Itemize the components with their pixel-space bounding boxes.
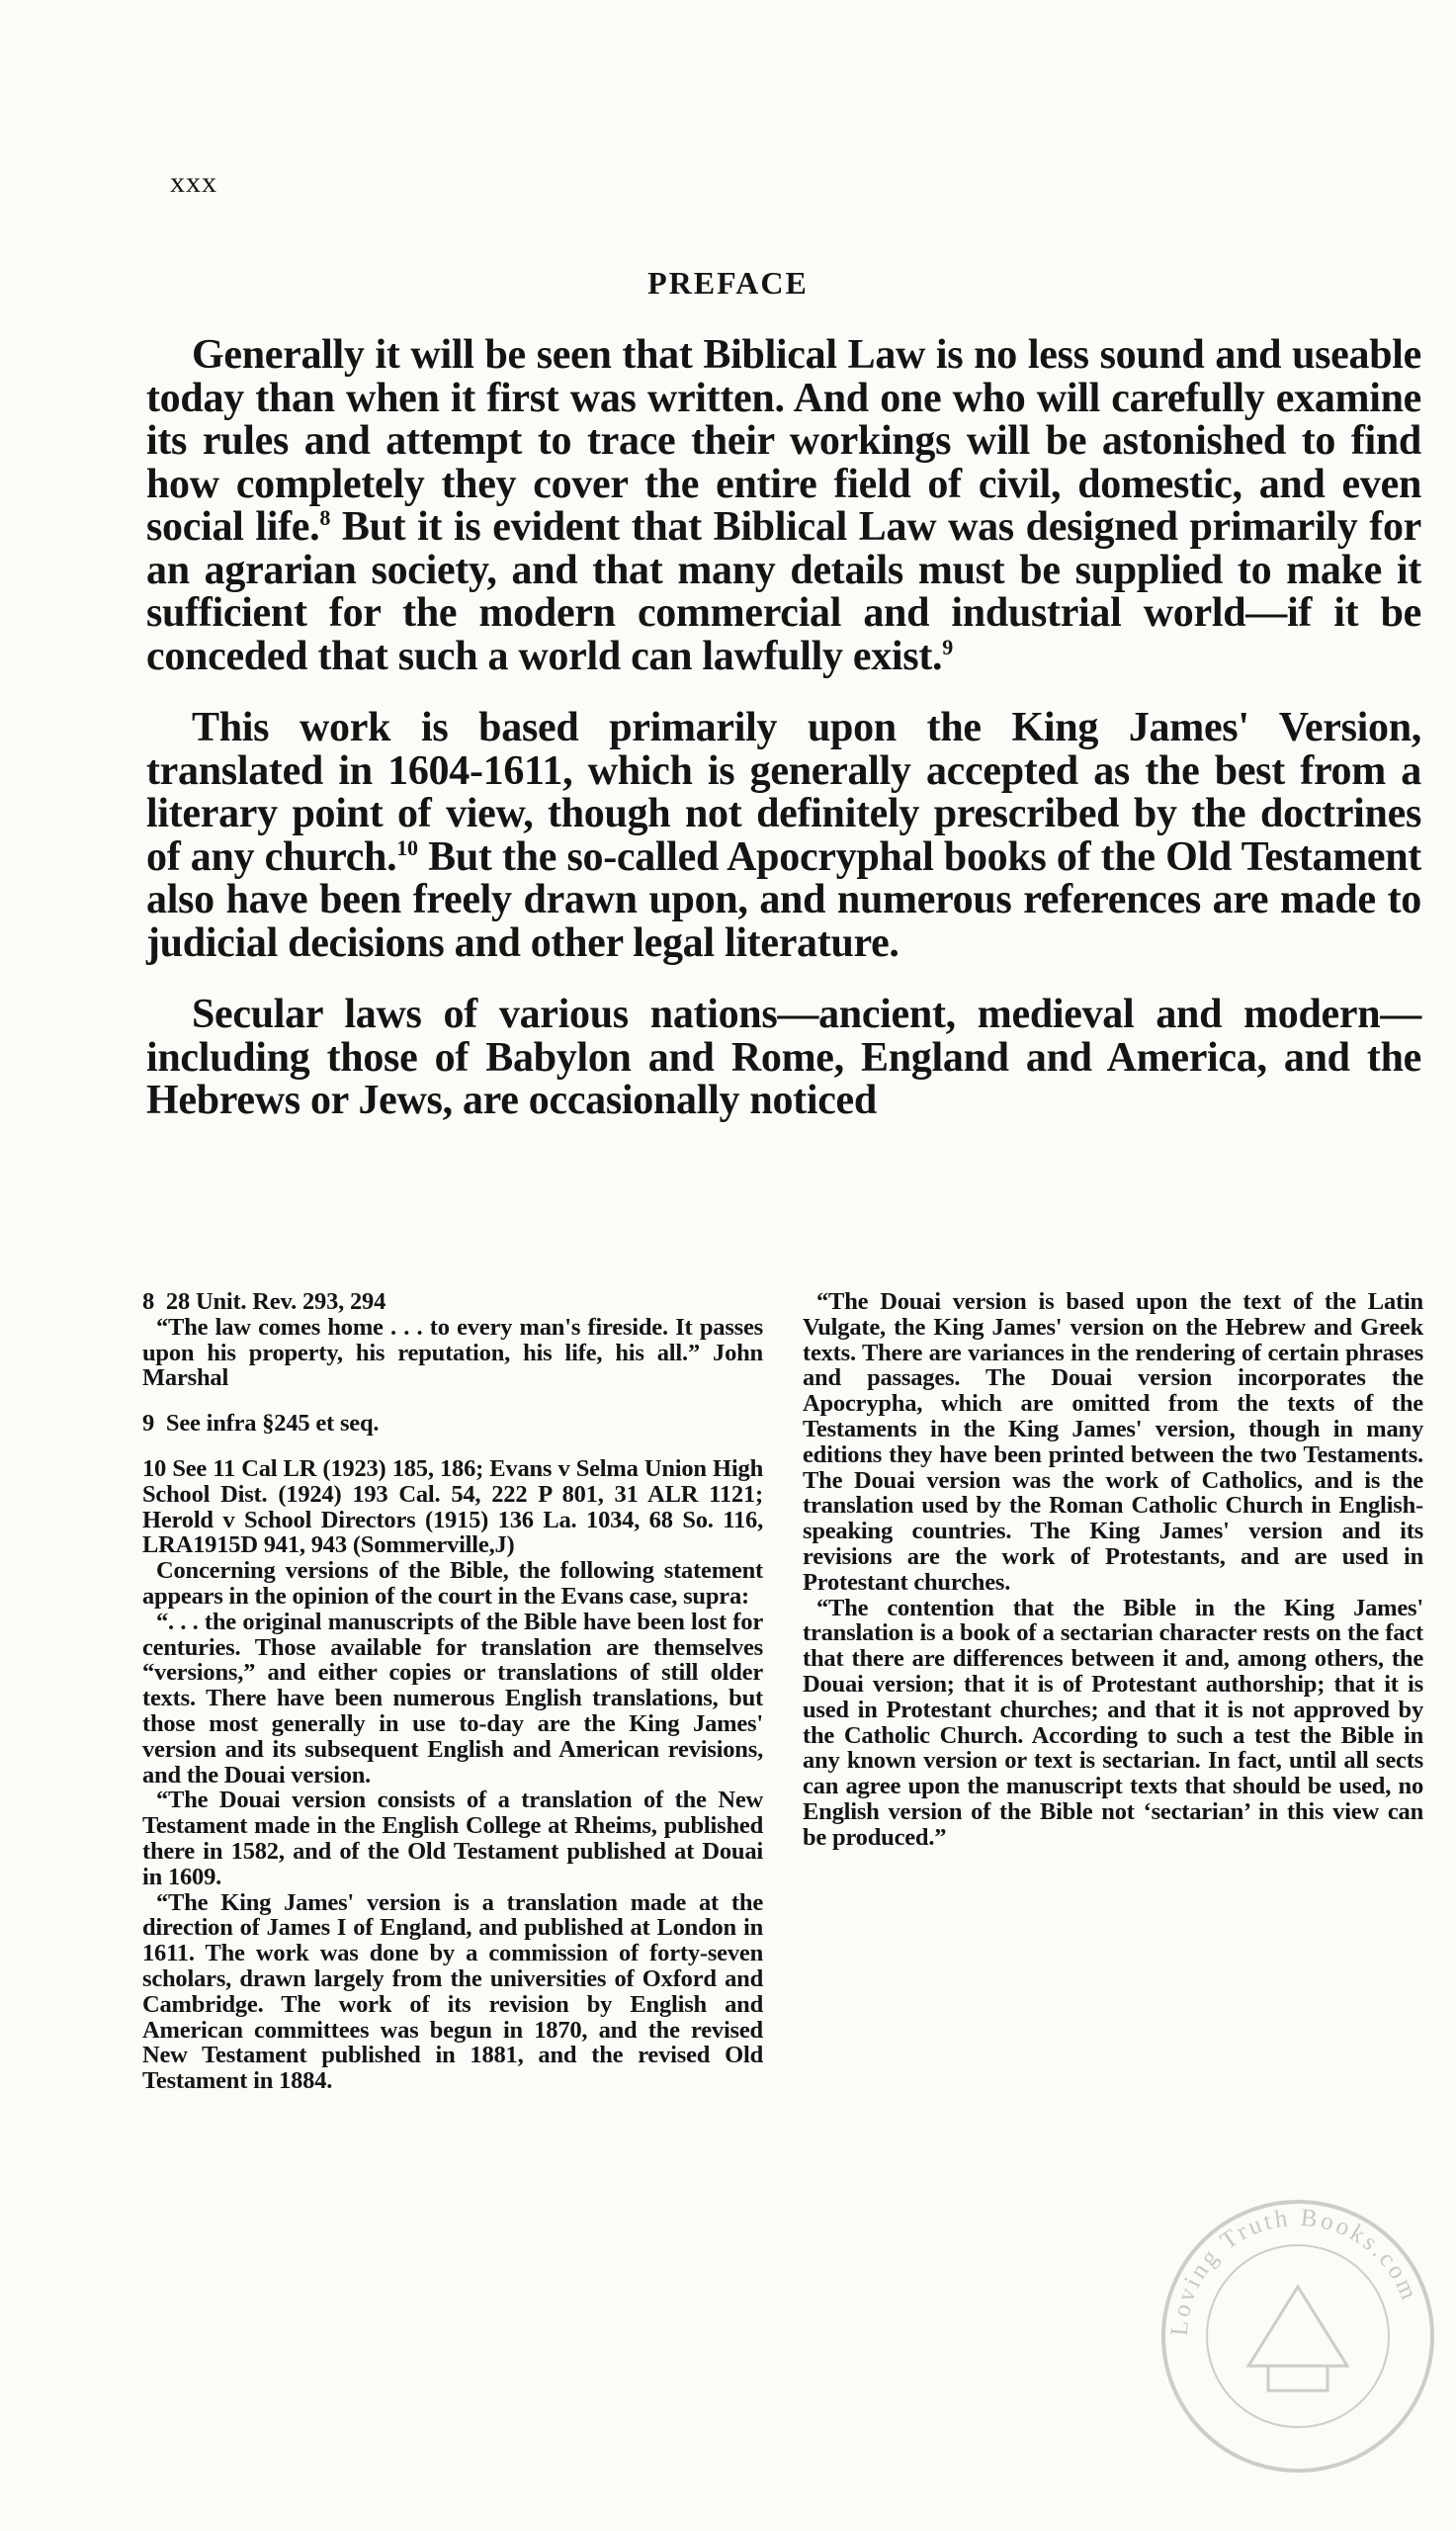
footnote-number: 8 (142, 1288, 155, 1315)
footnote-citation-text: See 11 Cal LR (1923) 185, 186; Evans v Selma Union High School Dist. (1924) 193 Cal. 54, 222 P 801, 31 ALR 1121; Herold v School Directors (1915) 136 La. 1034, 68 So. 116, LRA1915D 941, 943 (Sommerville,J) (142, 1454, 763, 1559)
body-paragraph-2 (146, 707, 1421, 965)
footnote-column-right (803, 1289, 1423, 2094)
footnote-ref-8: 8 (319, 505, 331, 530)
footnote-text (142, 1411, 763, 1437)
footnote-10 (142, 1456, 763, 2094)
watermark-stamp-icon (1155, 2193, 1441, 2480)
body-paragraph-3 (146, 994, 1421, 1123)
footnote-number: 10 (142, 1454, 167, 1482)
footnote-ref-9: 9 (942, 634, 953, 659)
footnote-intro: Concerning versions of the Bible, the following statement appears in the opinion of the court in the Evans case, supra: (142, 1557, 763, 1610)
page-number: xxx (170, 166, 217, 199)
running-head: PREFACE (647, 265, 809, 301)
footnote-quote-4: “The Douai version is based upon the text of the Latin Vulgate, the King James' version on the Hebrew and Greek texts. There are variances in the rendering of certain phrases and passages. The Douai version incorporates the Apocrypha, which are omitted from the texts of the Testaments in the King James' version, though in many editions they have been printed between the two Testaments. The Douai version was the work of Catholics, and is the translation used by the Roman Catholic Church in English-speaking countries. The King James' version and its revisions are the work of Protestants, and are used in Protestant churches. (803, 1288, 1423, 1596)
footnotes (142, 1289, 1423, 2094)
body-paragraph-1 (146, 334, 1421, 678)
footnote-citation (142, 1456, 763, 1558)
footnote-text-content: See infra §245 et seq. (165, 1410, 380, 1438)
footnote-quote-1: “. . . the original manuscripts of the Bible have been lost for centuries. Those available for translation are themselves “versions,” and either copies or translations of still older texts. There have been numerous English translations, but those most generally in use to-day are the King James' version and its subsequent English and American revisions, and the Douai version. (142, 1608, 763, 1789)
watermark-text: Loving Truth Books.com (1165, 2204, 1423, 2337)
footnote-quote-2: “The Douai version consists of a translation of the New Testament made in the English College at Rheims, published there in 1582, and of the Old Testament published at Douai in 1609. (142, 1787, 763, 1890)
footnote-citation-text: 28 Unit. Rev. 293, 294 (165, 1288, 386, 1315)
paragraph-text: But it is evident that Biblical Law was designed primarily for an agrarian society, and that many details must be supplied to make it sufficient for the modern commercial and industrial world—if it be conceded that such a world can lawfully exist. (146, 504, 1421, 679)
footnote-citation (142, 1289, 763, 1315)
footnote-quote-5: “The contention that the Bible in the King James' translation is a book of a sectarian character rests on the fact that there are differences between it and, among others, the Douai version; that it is of Protestant authorship; that it is used in Protestant churches; and that it is not approved by the Catholic Church. According to such a test the Bible in any known version or text is sectarian. In fact, until all sects can agree upon the manuscript texts that should be used, no English version of the Bible not ‘sectarian’ in this view can be produced.” (803, 1594, 1423, 1851)
paragraph-text: This work is based primarily upon the King James' Version, translated in 1604-1611, which is generally accepted as the best from a literary point of view, though not definitely prescribed by the doctrines of any church. (146, 705, 1421, 880)
footnote-8 (142, 1289, 763, 1391)
footnote-number: 9 (142, 1410, 155, 1438)
body-text (146, 334, 1421, 1152)
paragraph-text: Secular laws of various nations—ancient, medieval and modern—including those of Babylon and Rome, England and America, and the Hebrews or Jews, are occasionally noticed (146, 992, 1421, 1123)
footnote-column-left (142, 1289, 763, 2094)
paragraph-text: But the so-called Apocryphal books of the Old Testament also have been freely drawn upon, and numerous references are made to judicial decisions and other legal literature. (146, 833, 1421, 966)
footnote-ref-10: 10 (396, 834, 418, 860)
paragraph-text: Generally it will be seen that Biblical Law is no less sound and useable today than when it first was written. And one who will carefully examine its rules and attempt to trace their workings will be astonished to find how completely they cover the entire field of civil, domestic, and even social life. (146, 332, 1421, 550)
footnote-9 (142, 1411, 763, 1437)
footnote-quote: “The law comes home . . . to every man's fireside. It passes upon his property, his reputation, his life, his all.” John Marshal (142, 1313, 763, 1392)
footnote-quote-3: “The King James' version is a translation made at the direction of James I of England, and published at London in 1611. The work was done by a commission of forty-seven scholars, drawn largely from the universities of Oxford and Cambridge. The work of its revision by English and American committees was begun in 1870, and the revised New Testament published in 1881, and the revised Old Testament in 1884. (142, 1888, 763, 2095)
